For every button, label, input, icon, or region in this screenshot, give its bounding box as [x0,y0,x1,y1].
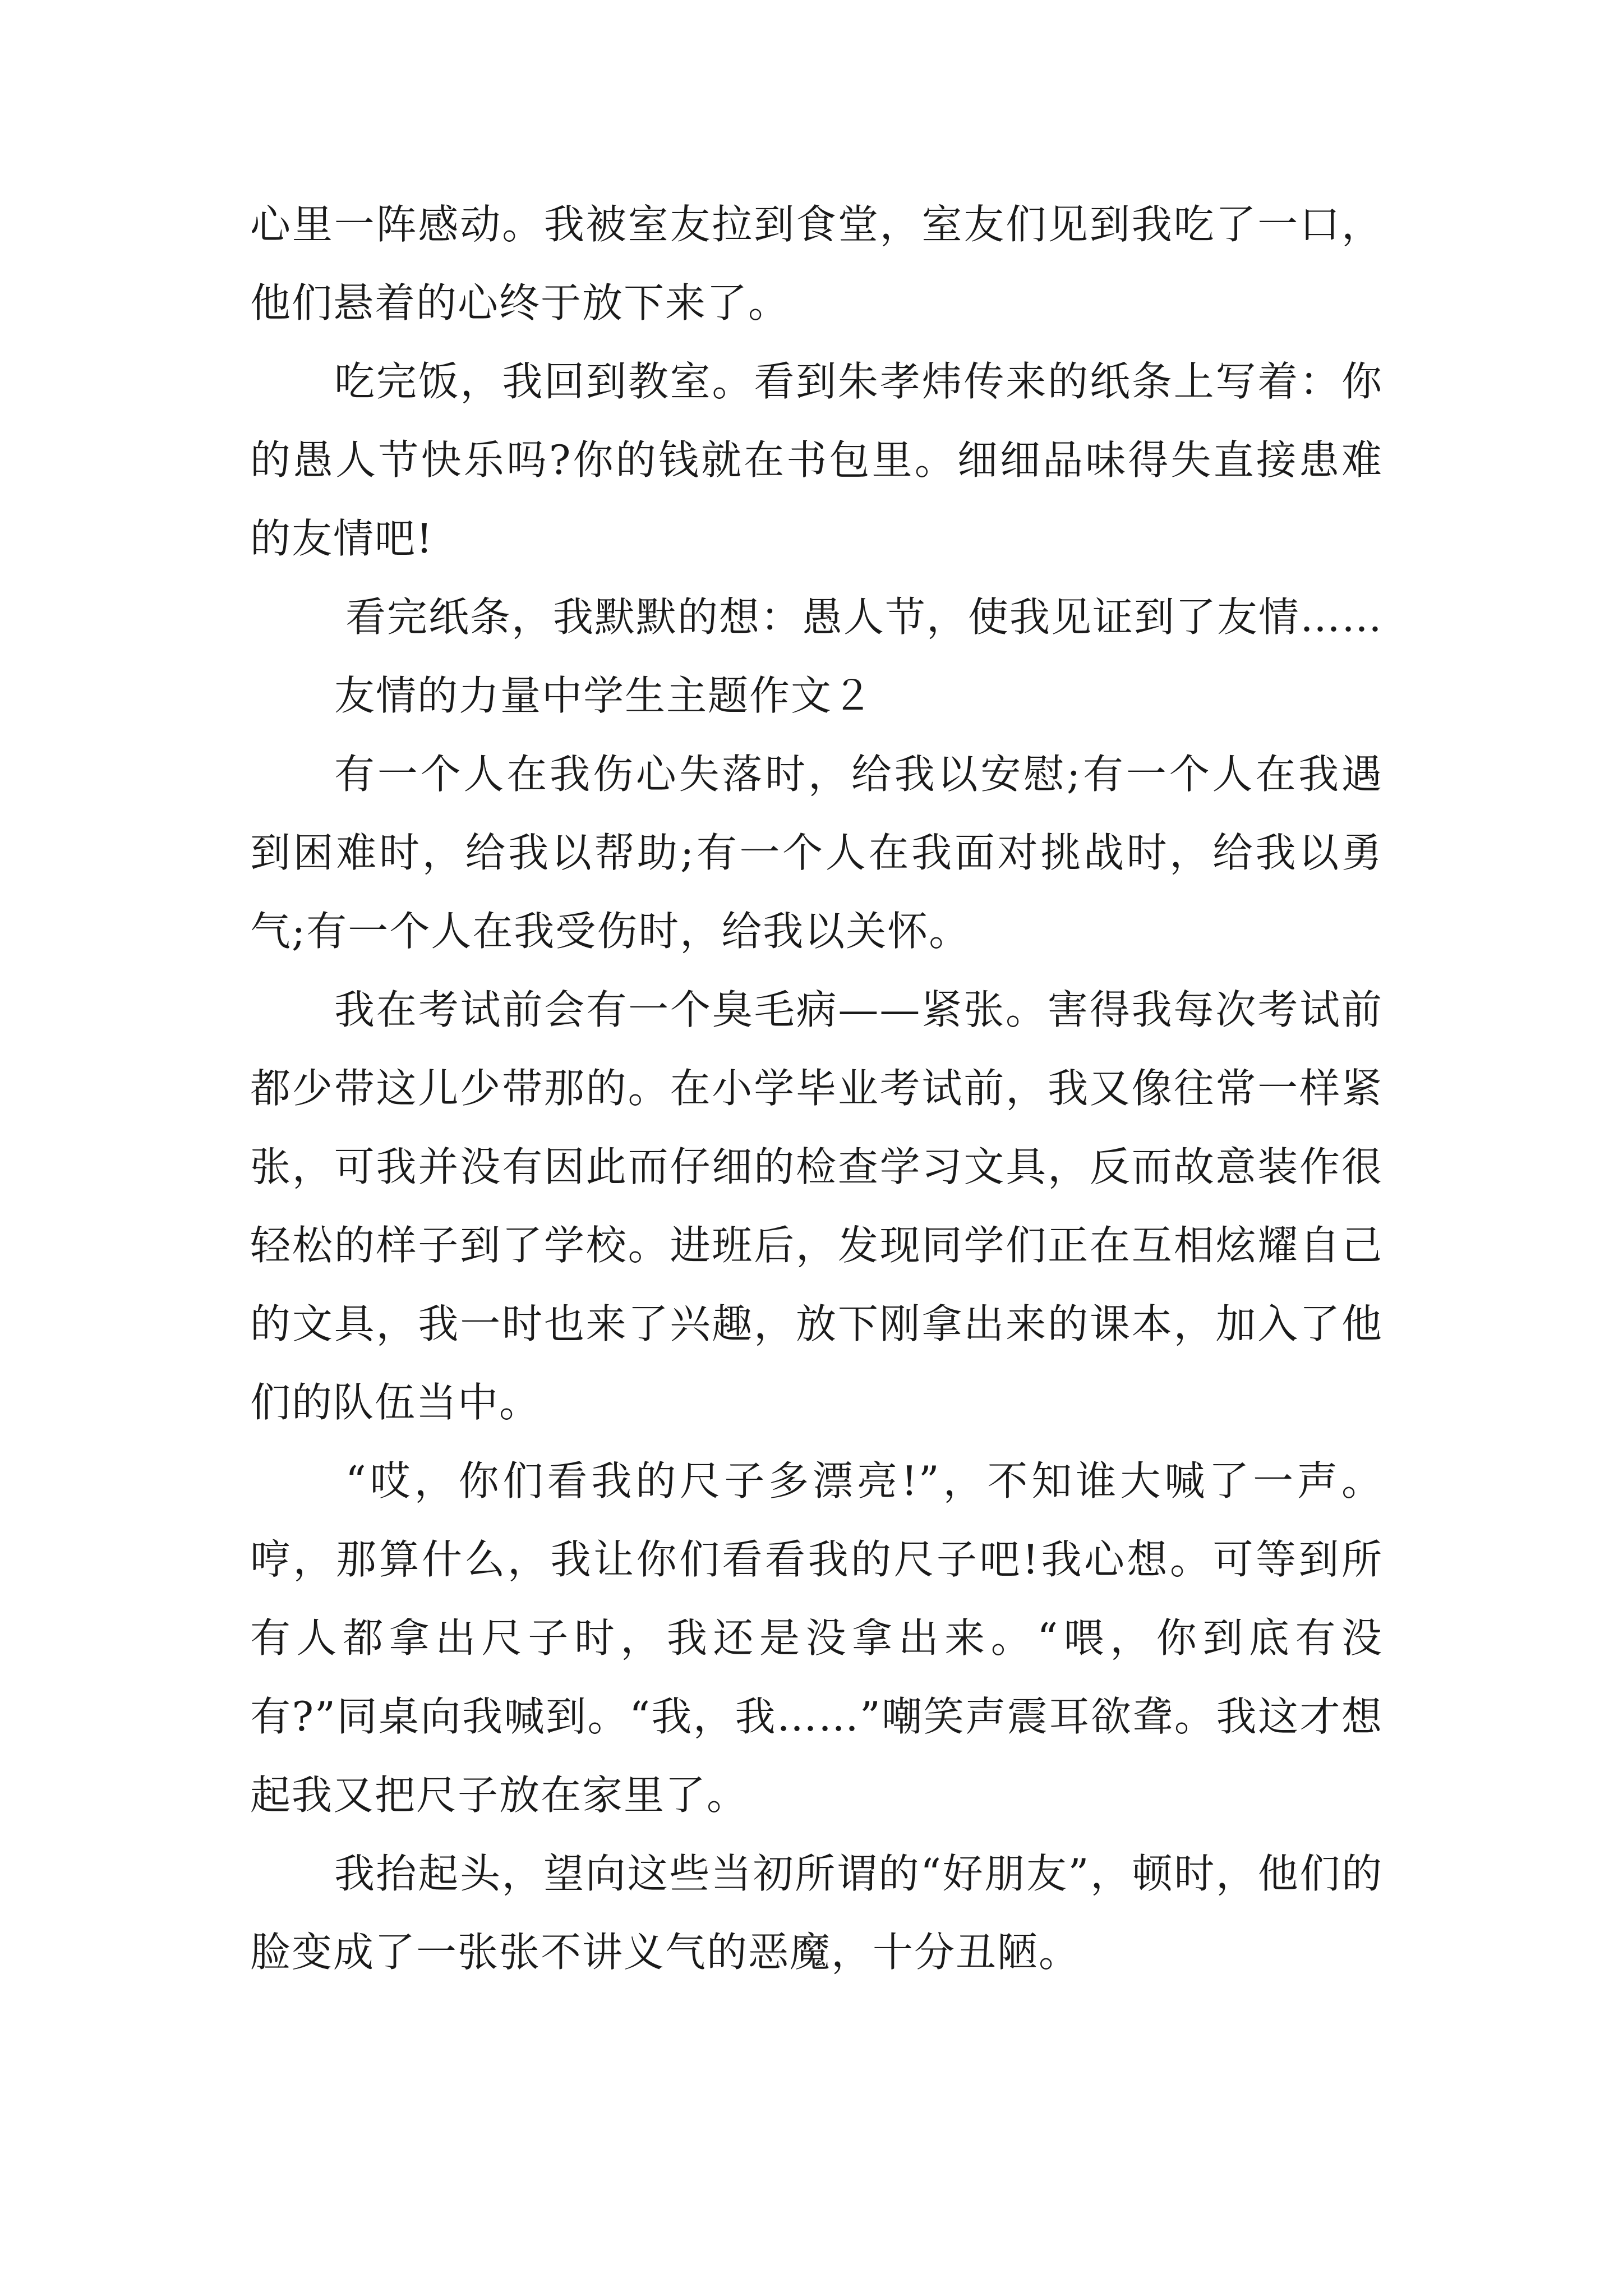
paragraph-6: “哎，你们看我的尺子多漂亮!”，不知谁大喊了一声。哼，那算什么，我让你们看看我的尺子吧!我心想。可等到所有人都拿出尺子时，我还是没拿出来。“喂，你到底有没有?”同桌向我喊到。“我，我……”嘲笑声震耳欲聋。我这才想起我又把尺子放在家里了。 [250,1457,1383,1819]
paragraph-3: 看完纸条，我默默的想：愚人节，使我见证到了友情…… [345,593,1384,641]
paragraph-4: 有一个人在我伤心失落时，给我以安慰;有一个人在我遇到困难时，给我以帮助;有一个人在我面对挑战时，给我以勇气;有一个人在我受伤时，给我以关怀。 [250,751,1383,955]
paragraph-5: 我在考试前会有一个臭毛病——紧张。害得我每次考试前都少带这儿少带那的。在小学毕业考试前，我又像往常一样紧张，可我并没有因此而仔细的检查学习文具，反而故意装作很轻松的样子到了学校。进班后，发现同学们正在互相炫耀自己的文具，我一时也来了兴趣，放下刚拿出来的课本，加入了他们的队伍当中。 [250,986,1383,1426]
paragraph-2: 吃完饭，我回到教室。看到朱孝炜传来的纸条上写着：你的愚人节快乐吗?你的钱就在书包里。细细品味得失直接患难的友情吧! [250,358,1383,562]
paragraph-1: 心里一阵感动。我被室友拉到食堂，室友们见到我吃了一口，他们悬着的心终于放下来了。 [250,201,1383,326]
paragraph-7: 我抬起头，望向这些当初所谓的“好朋友”，顿时，他们的脸变成了一张张不讲义气的恶魔，十分丑陋。 [250,1850,1383,1976]
body-text [250,185,1383,1991]
section-heading: 友情的力量中学生主题作文２ [334,672,874,719]
